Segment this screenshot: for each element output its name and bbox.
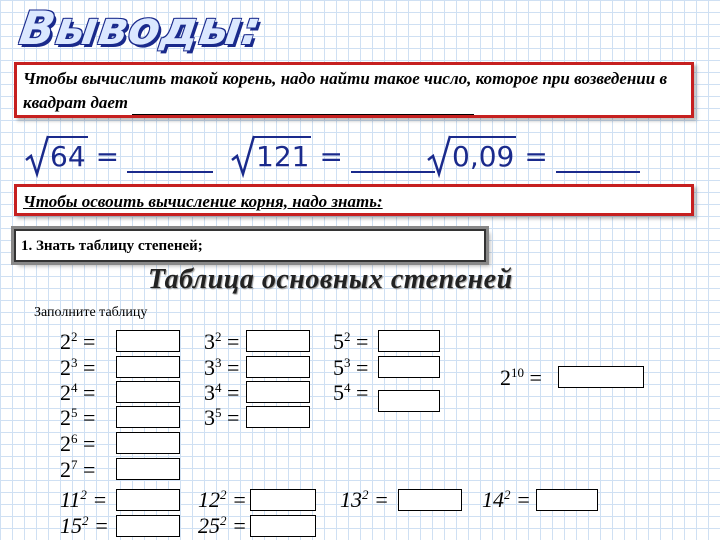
power-row: $2^5$ = <box>60 405 96 430</box>
root-rule-answer-blank[interactable] <box>132 96 474 115</box>
fill-table-instruction: Заполните таблицу <box>34 305 148 320</box>
answer-box[interactable] <box>246 330 310 352</box>
answer-box[interactable] <box>116 330 180 352</box>
answer-box[interactable] <box>250 489 316 511</box>
table-title: Таблица основных степеней <box>148 264 513 295</box>
answer-box[interactable] <box>378 390 440 412</box>
conclusion-box-root-rule <box>14 62 694 118</box>
item-know-powers-table <box>14 229 486 262</box>
root-rule-text: Чтобы вычислить такой корень, надо найти такое число, которое при возведении в квадрат дает <box>23 69 668 112</box>
power-row: $3^3$ = <box>204 355 240 380</box>
equals-sign: = <box>524 139 548 173</box>
answer-box[interactable] <box>116 406 180 428</box>
power-row: $2^7$ = <box>60 457 96 482</box>
power-row: $5^3$ = <box>333 355 369 380</box>
square-row: $15^2$ = <box>60 513 109 538</box>
answer-blank-sqrt-0-09[interactable] <box>556 147 640 173</box>
answer-box[interactable] <box>116 458 180 480</box>
square-row: $12^2$ = <box>198 487 247 512</box>
answer-box[interactable] <box>378 356 440 378</box>
equals-sign: = <box>95 139 120 173</box>
radicand-121: 121 <box>254 136 311 176</box>
square-row: $25^2$ = <box>198 513 247 538</box>
power-row: $2^3$ = <box>60 355 96 380</box>
formula-sqrt-121 <box>230 132 435 180</box>
power-row: $3^4$ = <box>204 380 240 405</box>
answer-box[interactable] <box>116 381 180 403</box>
answer-box[interactable] <box>246 381 310 403</box>
radicand-0-09: 0,09 <box>450 136 516 176</box>
answer-box[interactable] <box>558 366 644 388</box>
square-row: $13^2$ = <box>340 487 389 512</box>
answer-box[interactable] <box>246 356 310 378</box>
power-row: $2^6$ = <box>60 431 96 456</box>
answer-box[interactable] <box>116 515 180 537</box>
radical-icon <box>230 134 256 178</box>
power-row: $5^2$ = <box>333 329 369 354</box>
square-row: $11^2$ = <box>60 487 108 512</box>
answer-blank-sqrt-64[interactable] <box>127 147 213 173</box>
radical-icon <box>426 134 452 178</box>
power-row: $2^2$ = <box>60 329 96 354</box>
page-title: Выводы: <box>16 1 266 55</box>
answer-box[interactable] <box>246 406 310 428</box>
need-to-know-text: Чтобы освоить вычисление корня, надо знать: <box>23 192 383 211</box>
formula-sqrt-64 <box>24 132 213 180</box>
answer-box[interactable] <box>378 330 440 352</box>
answer-box[interactable] <box>116 432 180 454</box>
radical-icon <box>24 134 50 178</box>
power-row-2-10: $2^{10}$ = <box>500 365 542 390</box>
power-row: $2^4$ = <box>60 380 96 405</box>
answer-box[interactable] <box>398 489 462 511</box>
power-row: $3^5$ = <box>204 405 240 430</box>
answer-box[interactable] <box>116 356 180 378</box>
square-row: $14^2$ = <box>482 487 531 512</box>
power-row: $3^2$ = <box>204 329 240 354</box>
conclusion-box-need-to-know <box>14 184 694 216</box>
formula-sqrt-0-09 <box>426 132 640 180</box>
equals-sign: = <box>319 139 343 173</box>
answer-box[interactable] <box>250 515 316 537</box>
power-row: $5^4$ = <box>333 380 369 405</box>
answer-blank-sqrt-121[interactable] <box>351 147 435 173</box>
item-know-powers-text: 1. Знать таблицу степеней; <box>21 238 203 254</box>
answer-box[interactable] <box>536 489 598 511</box>
answer-box[interactable] <box>116 489 180 511</box>
radicand-64: 64 <box>48 136 88 176</box>
